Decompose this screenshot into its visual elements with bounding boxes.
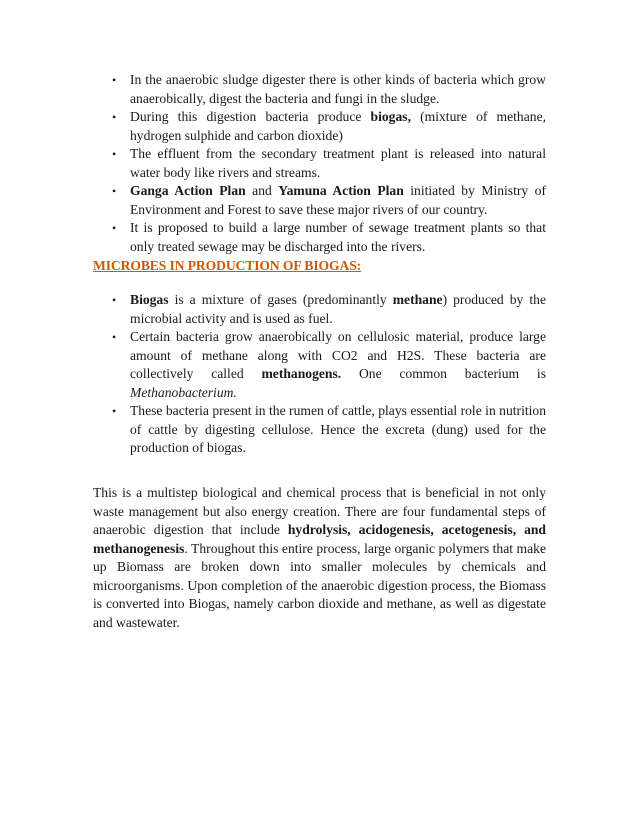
list-item-text xyxy=(130,403,546,455)
list-item-text xyxy=(130,146,546,180)
bold-text: Biogas xyxy=(130,292,169,307)
text-run: is a mixture of gases (predominantly xyxy=(168,292,393,307)
list-item xyxy=(112,328,546,402)
text-run: . Throughout this entire process, large organic polymers that make up Biomass are broken down into smaller molecules by chemicals and microorganisms. Upon completion of the anaerobic digestion process, the Biomass is converted into Biogas, namely carbon dioxide and methane, as well as digestate and wastewater. xyxy=(93,540,546,630)
text-run: (mixture of methane, hydrogen sulphide and carbon dioxide) xyxy=(130,109,546,143)
sewage-treatment-bullet-list xyxy=(112,71,546,256)
bold-text: Yamuna Action Plan xyxy=(278,183,404,198)
list-item xyxy=(112,402,546,458)
text-run: In the anaerobic sludge digester there is other kinds of bacteria which grow anaerobically, digest the bacteria and fungi in the sludge. xyxy=(130,72,546,106)
text-run: These bacteria present in the rumen of cattle, plays essential role in nutrition of cattle by digesting cellulose. Hence the excreta (dung) used for the production of biogas. xyxy=(130,403,546,455)
list-item xyxy=(112,145,546,182)
text-run: and xyxy=(245,183,279,198)
biogas-bullet-list xyxy=(112,291,546,458)
list-item-text xyxy=(130,183,546,217)
bold-text: hydrolysis, acidogenesis, acetogenesis, and methanogenesis xyxy=(93,522,546,556)
list-item-text xyxy=(130,72,546,106)
italic-text: Methanobacterium. xyxy=(130,384,237,400)
bold-text: methanogens. xyxy=(261,366,342,381)
bullet-icon: • xyxy=(112,73,117,87)
list-item xyxy=(112,291,546,328)
bold-text: methane xyxy=(392,292,443,307)
list-item xyxy=(112,71,546,108)
bullet-icon: • xyxy=(112,404,117,418)
list-item-text xyxy=(130,292,546,326)
text-run: The effluent from the secondary treatment plant is released into natural water body like rivers and streams. xyxy=(130,146,546,180)
bullet-icon: • xyxy=(112,221,117,235)
text-run: initiated by Ministry of Environment and Forest to save these major rivers of our country. xyxy=(130,183,546,217)
text-run: Certain bacteria grow anaerobically on cellulosic material, produce large amount of methane along with CO2 and H2S. These bacteria are collectively called xyxy=(130,329,546,381)
bullet-icon: • xyxy=(112,184,117,198)
bold-text: biogas, xyxy=(370,109,411,124)
bold-text: Ganga Action Plan xyxy=(130,183,246,198)
bullet-icon: • xyxy=(112,330,117,344)
list-item xyxy=(112,108,546,145)
list-item-text xyxy=(130,329,546,400)
anaerobic-digestion-paragraph xyxy=(93,484,546,632)
text-run: It is proposed to build a large number of sewage treatment plants so that only treated sewage may be discharged into the rivers. xyxy=(130,220,546,254)
text-run: During this digestion bacteria produce xyxy=(130,109,371,124)
text-run: One common bacterium is xyxy=(341,366,546,381)
text-run: ) produced by the microbial activity and is used as fuel. xyxy=(130,292,546,326)
section-heading: MICROBES IN PRODUCTION OF BIOGAS: xyxy=(93,258,362,273)
list-item-text xyxy=(130,220,546,254)
list-item xyxy=(112,182,546,219)
list-item xyxy=(112,219,546,256)
text-run: This is a multistep biological and chemical process that is beneficial in not only waste management but also energy creation. There are four fundamental steps of anaerobic digestion that include xyxy=(93,485,546,537)
bullet-icon: • xyxy=(112,110,117,124)
bullet-icon: • xyxy=(112,293,117,307)
list-item-text xyxy=(130,109,546,143)
bullet-icon: • xyxy=(112,147,117,161)
